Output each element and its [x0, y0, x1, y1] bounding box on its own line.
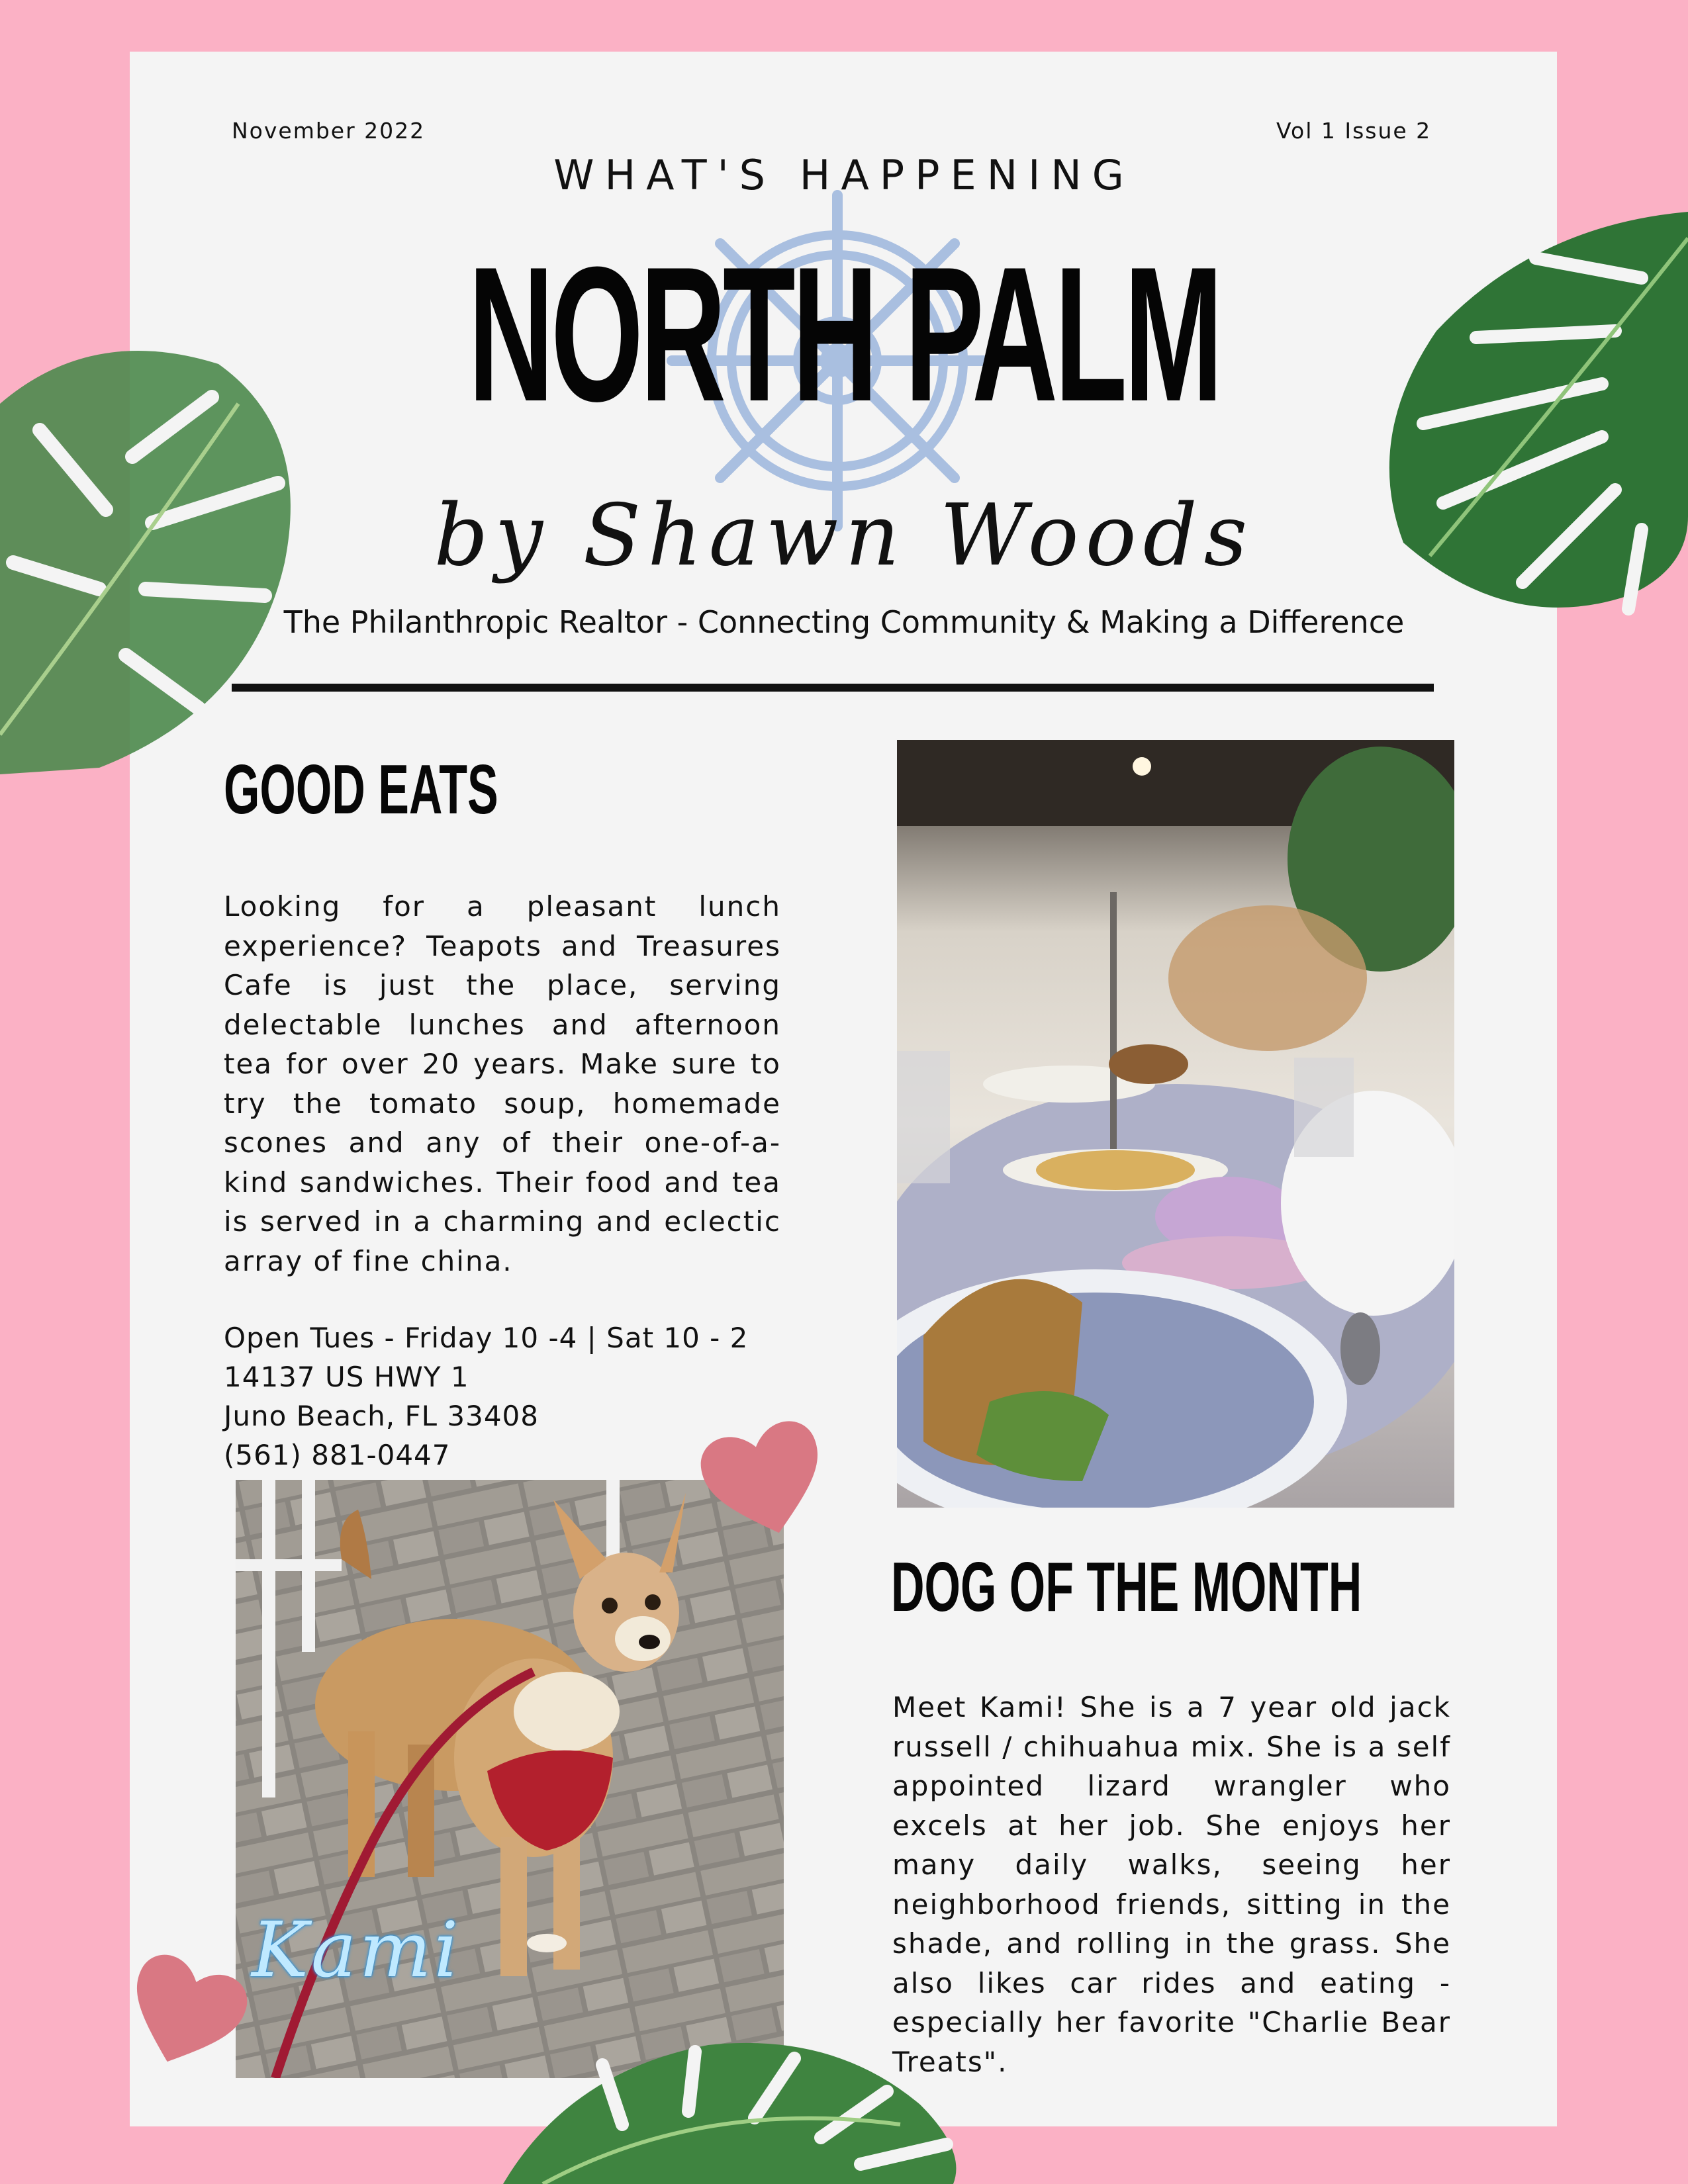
cafe-city: Juno Beach, FL 33408: [224, 1400, 539, 1432]
cafe-hours: Open Tues - Friday 10 -4 | Sat 10 - 2: [224, 1322, 749, 1354]
cafe-street: 14137 US HWY 1: [224, 1361, 469, 1393]
issue-date: November 2022: [232, 118, 426, 144]
dog-of-month-heading: DOG OF THE MONTH: [891, 1548, 1362, 1626]
cafe-phone: (561) 881-0447: [224, 1439, 451, 1471]
heart-icon: [695, 1410, 834, 1549]
cafe-tea-photo: [897, 740, 1454, 1508]
masthead-kicker: WHAT'S HAPPENING: [553, 151, 1135, 199]
masthead-divider: [232, 684, 1434, 692]
tagline: The Philanthropic Realtor - Connecting Community & Making a Difference: [283, 604, 1405, 640]
dog-of-month-body: Meet Kami! She is a 7 year old jack russell / chihuahua mix. She is a self appointed lizard wrangler who excels at her job. She enjoys her many daily walks, seeing her neighborhood friends, sitting in the shade, and rolling in the grass. She also likes car rides and eating - especially her favorite "Charlie Bear Treats".: [892, 1691, 1451, 2078]
byline: by Shawn Woods: [434, 486, 1254, 585]
monstera-leaf-bottom-icon: [490, 1992, 966, 2184]
good-eats-heading: GOOD EATS: [224, 751, 498, 829]
issue-number: Vol 1 Issue 2: [1276, 118, 1432, 144]
monstera-leaf-right-icon: [1364, 199, 1688, 622]
kami-photo-caption: Kami: [252, 1906, 461, 1995]
heart-icon: [113, 1946, 258, 2078]
monstera-leaf-left-icon: [0, 311, 311, 774]
good-eats-body: Looking for a pleasant lunch experience? Teapots and Treasures Cafe is just the place, serving delectable lunches and afternoon tea for over 20 years. Make sure to try the tomato soup, homemade scones and any of their one-of-a-kind sandwiches. Their food and tea is served in a charming and eclectic array of fine china.: [224, 890, 781, 1277]
newsletter-title: NORTH PALM: [468, 227, 1220, 441]
